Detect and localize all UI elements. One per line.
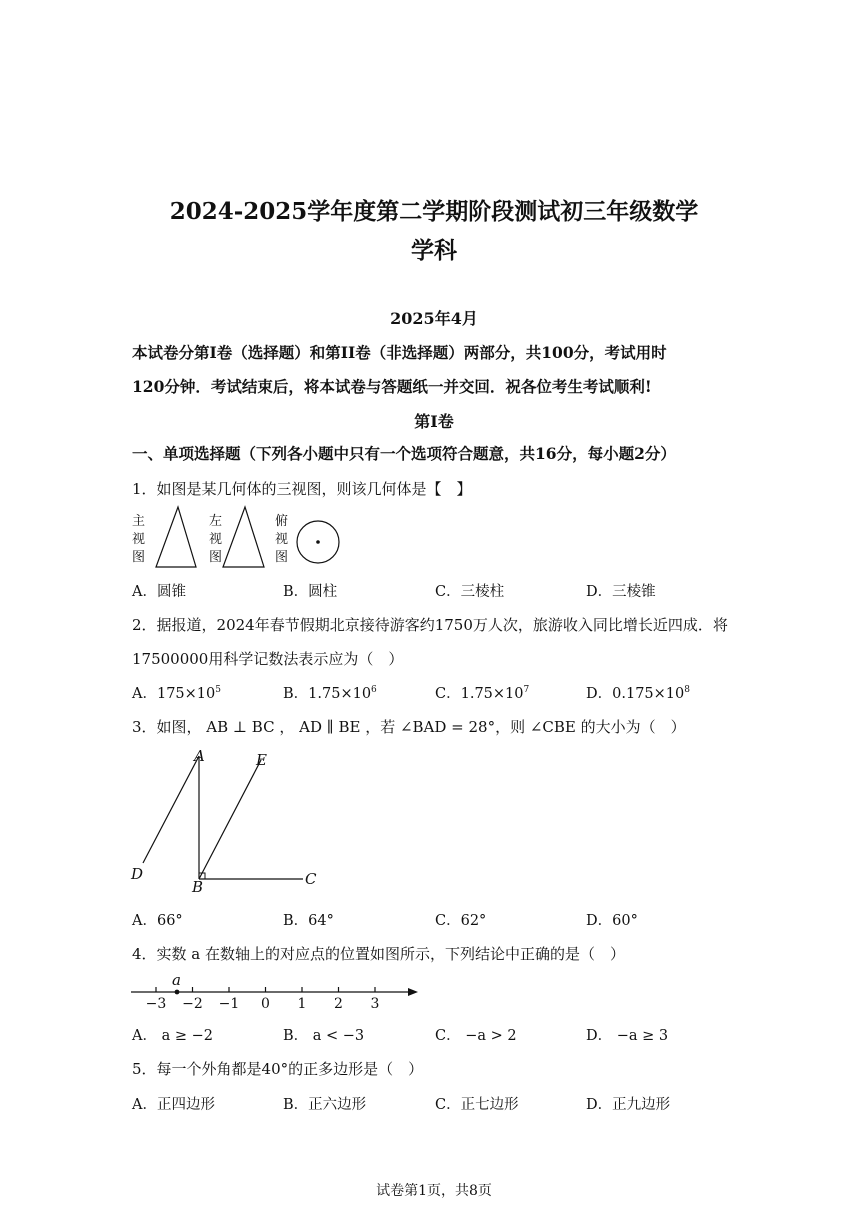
label-D: D (131, 865, 144, 883)
three-views-drawing (140, 500, 360, 572)
front-view-triangle (156, 507, 196, 567)
tick-label: 0 (261, 996, 270, 1012)
exam-date: 2025年4月 (390, 309, 478, 328)
tick-label: −1 (218, 996, 240, 1012)
q4-option-b: B． a < −3 (283, 1028, 365, 1044)
q4-option-c: C． −a > 2 (435, 1028, 517, 1044)
q1-option-d: D．三棱锥 (586, 584, 656, 600)
q2-option-b: B．$1.75\times 10^6$ (283, 685, 377, 702)
segment-AD (143, 756, 199, 863)
q5-option-b: B．正六边形 (283, 1097, 367, 1113)
section-heading: 一、单项选择题（下列各小题中只有一个选项符合题意，共16分，每小题2分） (132, 444, 676, 463)
q2-option-c: C．$1.75\times 10^7$ (435, 685, 530, 702)
number-line-arrow (408, 988, 418, 996)
q5-option-c: C．正七边形 (435, 1097, 519, 1113)
question-5-stem: 5．每一个外角都是40°的正多边形是（ ） (132, 1060, 424, 1078)
q3-option-c: C．62° (435, 913, 487, 929)
question-3-stem: 3．如图， AB ⊥ BC ， AD ∥ BE ，若 ∠BAD = 28°，则 ∠CBE 的大小为（ ） (132, 718, 686, 736)
tick-label: 2 (334, 996, 343, 1012)
front-view-label: 主 视 图 (132, 514, 146, 565)
segment-BE (199, 760, 261, 879)
q4-option-a: A． a ≥ −2 (132, 1028, 213, 1044)
q1-option-b: B．圆柱 (283, 584, 338, 600)
left-view-label: 左 视 图 (209, 514, 223, 565)
q4-option-d: D． −a ≥ 3 (586, 1028, 669, 1044)
tick-label: 3 (370, 996, 380, 1012)
angle-figure (125, 742, 325, 897)
top-view-label: 俯 视 图 (275, 514, 289, 565)
intro-line-1: 本试卷分第I卷（选择题）和第II卷（非选择题）两部分，共100分，考试用时 (132, 343, 667, 362)
label-A: A (194, 747, 205, 765)
page-title-line2: 学科 (411, 237, 457, 264)
page-title: 2024-2025学年度第二学期阶段测试初三年级数学 (169, 198, 699, 225)
q3-option-b: B．64° (283, 913, 334, 929)
question-2-stem-line1: 2．据报道，2024年春节假期北京接待游客约1750万人次，旅游收入同比增长近四成．将 (132, 616, 728, 634)
label-B: B (192, 878, 204, 896)
tick-label: 1 (297, 996, 307, 1012)
point-a-label: a (172, 971, 181, 989)
point-a (175, 990, 180, 995)
q5-option-d: D．正九边形 (586, 1097, 671, 1113)
question-1-stem: 1．如图是某几何体的三视图，则该几何体是【 】 (132, 480, 472, 498)
volume-heading: 第I卷 (414, 412, 454, 431)
q1-option-a: A．圆锥 (132, 584, 186, 600)
label-C: C (305, 870, 317, 888)
q2-option-a: A．$175\times 10^5$ (132, 685, 221, 702)
label-E: E (256, 751, 267, 769)
tick-label: −2 (182, 996, 203, 1012)
q3-option-a: A．66° (132, 913, 183, 929)
q5-option-a: A．正四边形 (132, 1097, 215, 1113)
q3-option-d: D．60° (586, 913, 638, 929)
tick-label: −3 (145, 996, 167, 1012)
page-footer: 试卷第1页，共8页 (376, 1183, 492, 1199)
q2-option-d: D．$0.175\times 10^8$ (586, 685, 690, 702)
number-line (125, 970, 425, 1012)
intro-line-2: 120分钟．考试结束后，将本试卷与答题纸一并交回．祝各位考生考试顺利! (132, 377, 652, 396)
top-view-center-dot (316, 540, 320, 544)
question-4-stem: 4．实数 a 在数轴上的对应点的位置如图所示，下列结论中正确的是（ ） (132, 945, 626, 963)
q1-option-c: C．三棱柱 (435, 584, 505, 600)
left-view-triangle (223, 507, 264, 567)
question-2-stem-line2: 17500000用科学记数法表示应为（ ） (132, 650, 404, 668)
